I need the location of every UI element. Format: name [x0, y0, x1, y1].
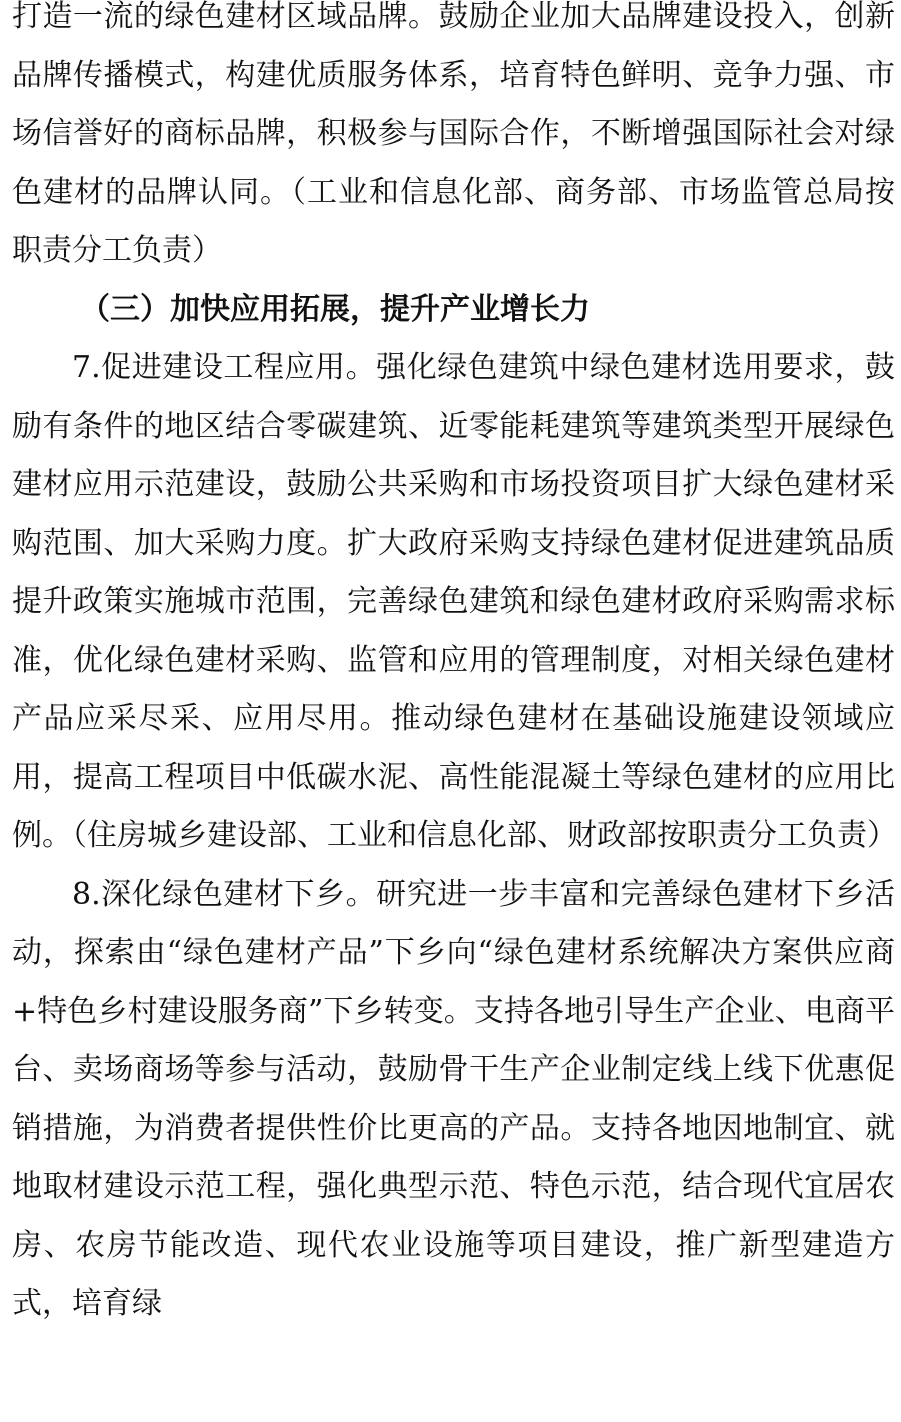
paragraph-brand: 打造一流的绿色建材区域品牌。鼓励企业加大品牌建设投入，创新品牌传播模式，构建优质服务体系，培育特色鲜明、竞争力强、市场信誉好的商标品牌，积极参与国际合作，不断增强国际社会对绿色建材的品牌认同。（工业和信息化部、商务部、市场监管总局按职责分工负责） [12, 0, 895, 268]
paragraph-item-7: 7.促进建设工程应用。强化绿色建筑中绿色建材选用要求，鼓励有条件的地区结合零碳建筑、近零能耗建筑等建筑类型开展绿色建材应用示范建设，鼓励公共采购和市场投资项目扩大绿色建材采购范围、加大采购力度。扩大政府采购支持绿色建材促进建筑品质提升政策实施城市范围，完善绿色建筑和绿色建材政府采购需求标准，优化绿色建材采购、监管和应用的管理制度，对相关绿色建材产品应采尽采、应用尽用。推动绿色建材在基础设施建设领域应用，提高工程项目中低碳水泥、高性能混凝土等绿色建材的应用比例。（住房城乡建设部、工业和信息化部、财政部按职责分工负责） [12, 350, 897, 853]
paragraph-item-8: 8.深化绿色建材下乡。研究进一步丰富和完善绿色建材下乡活动，探索由“绿色建材产品”下乡向“绿色建材系统解决方案供应商+特色乡村建设服务商”下乡转变。支持各地引导生产企业、电商平台、卖场商场等参与活动，鼓励骨干生产企业制定线上线下优惠促销措施，为消费者提供性价比更高的产品。支持各地因地制宜、就地取材建设示范工程，强化典型示范、特色示范，结合现代宜居农房、农房节能改造、现代农业设施等项目建设，推广新型建造方式，培育绿 [12, 876, 895, 1321]
section-heading-3: （三）加快应用拓展，提升产业增长力 [80, 291, 590, 327]
